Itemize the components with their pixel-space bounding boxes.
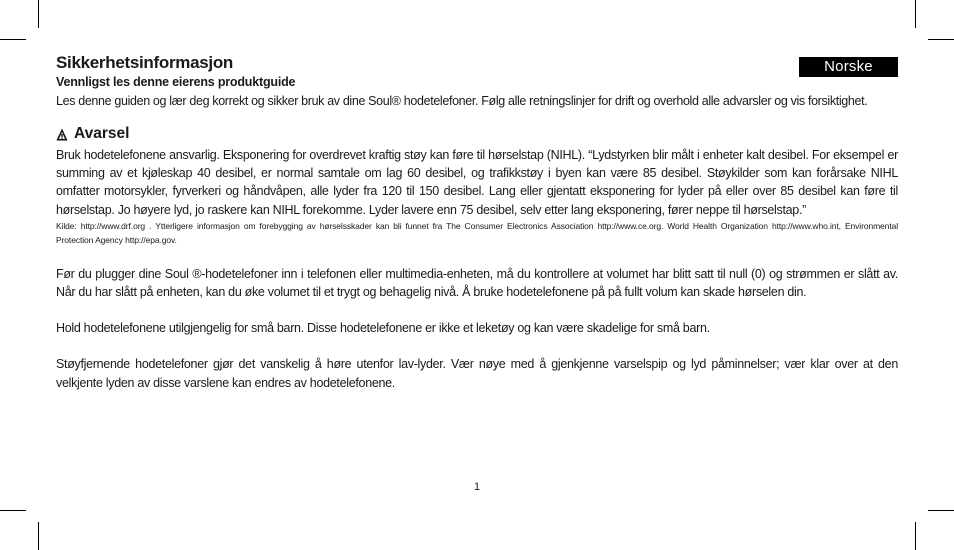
warning-source: Kilde: http://www.drf.org . Ytterligere informasjon om forebygging av hørselsskader kan bli funnet fra The Consumer Electronics Association http://www.ce.org. World Health Organization http://www.who.int, Environmental Protection Agency http://epa.gov.: [56, 220, 898, 245]
document-page: [56, 52, 898, 392]
crop-mark: [928, 510, 954, 511]
intro-text: Les denne guiden og lær deg korrekt og sikker bruk av dine Soul® hodetelefoner. Følg alle retningslinjer for drift og overhold alle advarsler og vis forsiktighet.: [56, 94, 868, 108]
paragraph: Støyfjernende hodetelefoner gjør det vanskelig å høre utenfor lav-lyder. Vær nøye med å gjenkjenne varselspip og lyd påminnelser; vær klar over at den velkjente lyden av disse varslene kan endres av hodetelefonene.: [56, 357, 898, 390]
paragraph: Før du plugger dine Soul ®-hodetelefoner inn i telefonen eller multimedia-enheten, må du kontrollere at volumet har blitt satt til null (0) og strømmen er slått av. Når du har slått på enheten, kan du øke volumet til et trygt og behagelig nivå. Å bruke hodetelefonene på på fullt volum kan skade hørselen din.: [56, 266, 898, 300]
page-subtitle: Vennligst les denne eierens produktguide: [56, 75, 296, 89]
crop-mark: [915, 522, 916, 550]
page-title: Sikkerhetsinformasjon: [56, 53, 233, 72]
page-number: 1: [473, 481, 481, 493]
crop-mark: [38, 522, 39, 550]
warning-heading-label: Avarsel: [74, 125, 130, 142]
crop-mark: [38, 0, 39, 28]
warning-heading: [56, 124, 898, 144]
language-badge: Norske: [799, 57, 898, 77]
crop-mark: [0, 39, 26, 40]
paragraph: Hold hodetelefonene utilgjengelig for små barn. Disse hodetelefonene er ikke et leketøy og kan være skadelige for små barn.: [56, 321, 710, 336]
crop-mark: [0, 510, 26, 511]
warning-body: Bruk hodetelefonene ansvarlig. Eksponering for overdrevet kraftig støy kan føre til hørselstap (NIHL). “Lydstyrken blir målt i enheter kalt desibel. For eksempel er summing av et kjøleskap 40 desibel, er normal samtale om lag 60 desibel, og trafikkstøy i byen kan være 85 desibel. Støykilder som kan forårsake NIHL omfatter motorsykler, fyrverkeri og håndvåpen, alle lyder fra 120 til 150 desibel. Lang eller gjentatt eksponering for lyder på eller over 85 desibel kan føre til hørselstap. Jo høyere lyd, jo raskere kan NIHL forekomme. Lyder lavere enn 75 desibel, selv etter lang eksponering, fører neppe til hørselstap.”: [56, 148, 898, 217]
crop-mark: [915, 0, 916, 28]
crop-mark: [928, 39, 954, 40]
warning-triangle-icon: [56, 128, 68, 141]
